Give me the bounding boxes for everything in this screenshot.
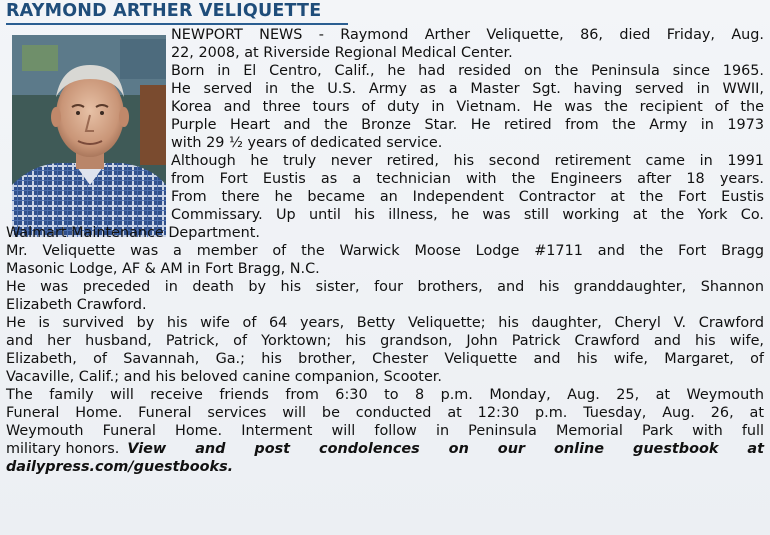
portrait-photo [12, 35, 166, 237]
portrait-image [12, 35, 166, 237]
condolences-text: View and post condolences on our online guestbook at [127, 441, 764, 457]
text-line: Walmart Maintenance Department. [6, 225, 260, 241]
guestbook-line [6, 459, 233, 477]
text-line: Weymouth Funeral Home. Interment will follow in Peninsula Memorial Park with full [6, 423, 764, 439]
text-line: from Fort Eustis as a technician with the Engineers after 18 years. [171, 171, 764, 187]
text-line: Elizabeth, of Savannah, Ga.; his brother, Chester Veliquette and his wife, Margaret, of [6, 351, 764, 367]
text-line: NEWPORT NEWS - Raymond Arther Veliquette, 86, died Friday, Aug. [171, 27, 764, 43]
text-line: Vacaville, Calif.; and his beloved canine companion, Scooter. [6, 369, 442, 385]
text-line: Commissary. Up until his illness, he was still working at the York Co. [171, 207, 764, 223]
text-line-final [6, 441, 764, 459]
text-line: Korea and three tours of duty in Vietnam. He was the recipient of the [171, 99, 764, 115]
text-line: 22, 2008, at Riverside Regional Medical Center. [171, 45, 513, 61]
text-line: with 29 ½ years of dedicated service. [171, 135, 443, 151]
condolences-invite [127, 441, 764, 459]
text-line: Born in El Centro, Calif., he had resided on the Peninsula since 1965. [171, 63, 764, 79]
text-line: He is survived by his wife of 64 years, Betty Veliquette; his daughter, Cheryl V. Crawford [6, 315, 764, 331]
text-line: The family will receive friends from 6:30 to 8 p.m. Monday, Aug. 25, at Weymouth [6, 387, 764, 403]
text-line: He was preceded in death by his sister, four brothers, and his granddaughter, Shannon [6, 279, 764, 295]
text-line: He served in the U.S. Army as a Master Sgt. having served in WWII, [171, 81, 764, 97]
guestbook-link[interactable]: dailypress.com/guestbooks. [6, 459, 234, 475]
text-line: Mr. Veliquette was a member of the Warwick Moose Lodge #1711 and the Fort Bragg [6, 243, 764, 259]
text-line: Purple Heart and the Bronze Star. He retired from the Army in 1973 [171, 117, 764, 133]
text-line: Masonic Lodge, AF & AM in Fort Bragg, N.C. [6, 261, 320, 277]
text-line: Although he truly never retired, his second retirement came in 1991 [171, 153, 764, 169]
text-line: and her husband, Patrick, of Yorktown; his grandson, John Patrick Crawford and his wife, [6, 333, 764, 349]
text-line: Elizabeth Crawford. [6, 297, 147, 313]
obituary-name-heading: RAYMOND ARTHER VELIQUETTE [6, 1, 322, 21]
text-line: From there he became an Independent Contractor at the Fort Eustis [171, 189, 764, 205]
text-line: Funeral Home. Funeral services will be conducted at 12:30 p.m. Tuesday, Aug. 26, at [6, 405, 764, 421]
final-plain-text: military honors. [6, 441, 120, 457]
heading-underline [6, 23, 348, 25]
